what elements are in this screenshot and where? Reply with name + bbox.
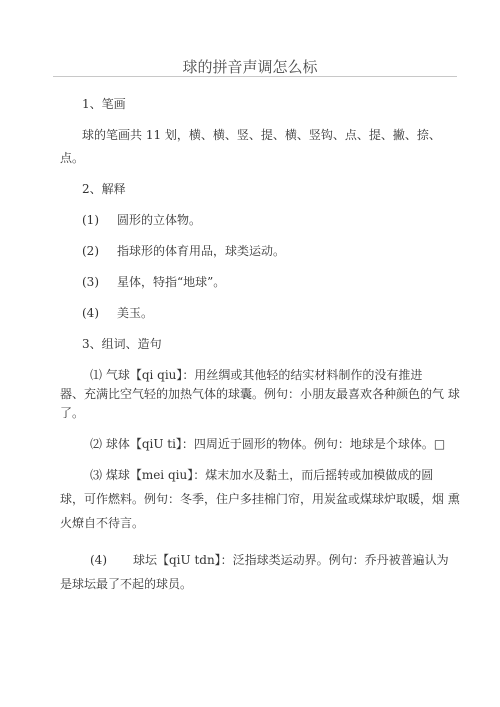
meaning-item-text: 美玉。 — [117, 306, 154, 320]
strokes-text-line: 点。 — [60, 151, 85, 165]
meaning-item-text: 圆形的立体物。 — [117, 213, 202, 227]
example-line: ⑵ 球体【qiU ti】：四周近于圆形的物体。例句：地球是个球体。□ — [90, 437, 446, 451]
page-title: 球的拼音声调怎么标 — [182, 58, 318, 76]
meaning-item-number: (3) — [82, 275, 99, 289]
section-heading-meaning: 2、解释 — [82, 182, 126, 196]
example-line: 火燎自不待言。 — [60, 516, 145, 530]
example-line: 器、充满比空气轻的加热气体的球囊。例句：小朋友最喜欢各种颜色的气 球 — [60, 387, 460, 401]
example-line: ⑶ 煤球【mei qiu】：煤末加水及黏土，而后摇转或加模做成的圆 — [90, 468, 434, 482]
example-line — [90, 552, 449, 568]
meaning-item — [82, 274, 225, 290]
meaning-item-text: 指球形的体育用品，球类运动。 — [117, 244, 286, 258]
meaning-item — [82, 305, 153, 321]
example-line: 了。 — [60, 406, 85, 420]
example-number: (4) — [90, 553, 107, 567]
meaning-item-text: 星体，特指“地球”。 — [117, 275, 226, 289]
example-line: 是球坛最了不起的球员。 — [60, 577, 193, 591]
meaning-item-number: (1) — [82, 213, 99, 227]
section-heading-strokes: 1、笔画 — [82, 97, 126, 111]
meaning-item — [82, 243, 285, 259]
meaning-item — [82, 212, 201, 228]
meaning-item-number: (2) — [82, 244, 99, 258]
example-line: 球，可作燃料。例句：冬季，住户多挂棉门帘，用炭盆或煤球炉取暖，烟 熏 — [60, 492, 460, 506]
example-text: 球坛【qiU tdn】：泛指球类运动界。例句：乔丹被普遍认为 — [133, 553, 449, 567]
meaning-item-number: (4) — [82, 306, 99, 320]
example-line: ⑴ 气球【qi qiu】：用丝绸或其他轻的结实材料制作的没有推进 — [90, 368, 423, 382]
strokes-text-line: 球的笔画共 11 划，横、横、竖、提、横、竖钩、点、提、撇、捺、 — [82, 128, 441, 142]
section-heading-examples: 3、组词、造句 — [82, 337, 162, 351]
title-divider — [53, 76, 457, 77]
